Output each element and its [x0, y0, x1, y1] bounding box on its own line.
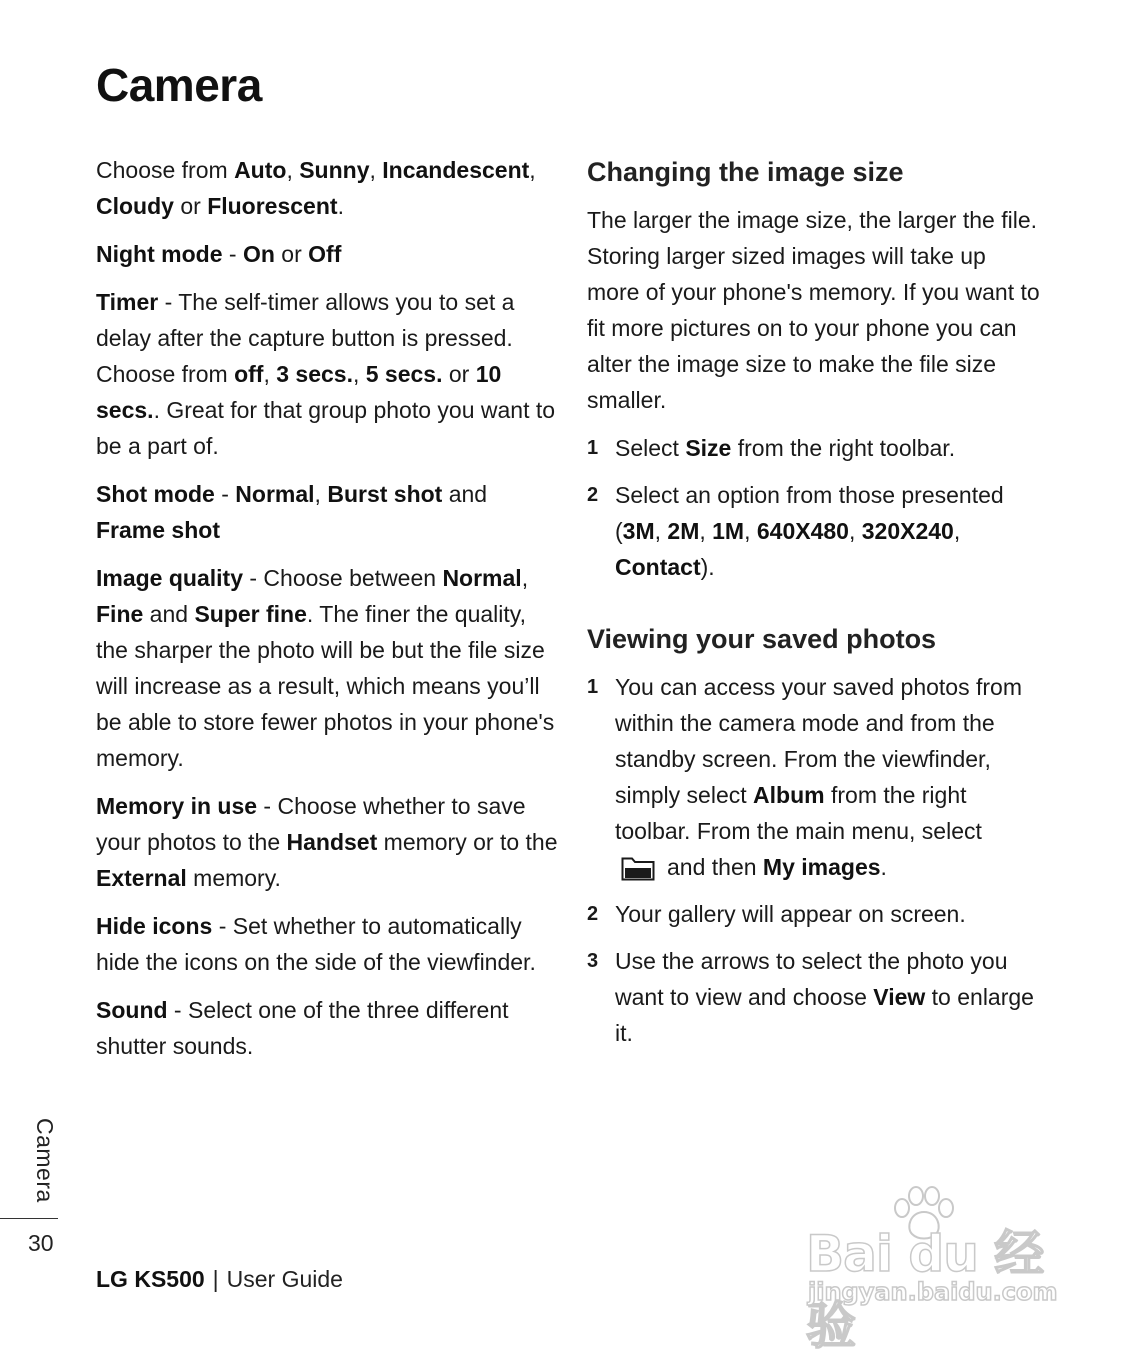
white-balance-options: Choose from Auto, Sunny, Incandescent, Cloudy or Fluorescent.: [96, 157, 536, 219]
page-title: Camera: [96, 59, 262, 111]
night-mode-setting: Night mode - On or Off: [96, 241, 342, 267]
viewing-photos-steps: [587, 669, 1042, 1051]
image-quality-setting: Image quality - Choose between Normal, Fine and Super fine. The finer the quality, the sharper the photo will be but the file size will increase as a result, which means you’ll be able to store fewer photos in your phone's memory.: [96, 565, 555, 771]
folder-icon: [621, 855, 655, 881]
right-column: [587, 152, 1042, 1062]
timer-setting: Timer - The self-timer allows you to set a delay after the capture button is pressed. Choose from off, 3 secs., 5 secs. or 10 secs.. Great for that group photo you want to be a part of.: [96, 289, 556, 459]
list-item: 2 Your gallery will appear on screen.: [587, 901, 966, 927]
list-item: 1 You can access your saved photos from within the camera mode and from the standby screen. From the viewfinder, simply select Album from the right toolbar. From the main menu, select and then My images.: [587, 674, 1022, 880]
left-column: [96, 152, 558, 1076]
side-divider: [0, 1218, 58, 1219]
watermark-url: jingyan.baidu.com: [808, 1278, 1058, 1306]
image-size-intro: The larger the image size, the larger the file. Storing larger sized images will take up more of your phone's memory. If you want to fit more pictures on to your phone you can alter the image size to make the file size smaller.: [587, 207, 1040, 413]
memory-in-use-setting: Memory in use - Choose whether to save your photos to the Handset memory or to the External memory.: [96, 793, 558, 891]
baidu-watermark: [800, 1186, 1070, 1355]
watermark-logo-text: Bai du 经验: [806, 1225, 1044, 1355]
footer-model: LG KS500: [96, 1266, 205, 1292]
shot-mode-setting: Shot mode - Normal, Burst shot and Frame shot: [96, 481, 488, 543]
viewing-photos-heading: Viewing your saved photos: [587, 624, 937, 654]
image-size-heading: Changing the image size: [587, 157, 904, 187]
hide-icons-setting: Hide icons - Set whether to automatically hide the icons on the side of the viewfinder.: [96, 913, 536, 975]
footer-guide: User Guide: [226, 1266, 343, 1292]
footer-separator: |: [212, 1266, 219, 1292]
list-item: 1 Select Size from the right toolbar.: [587, 435, 956, 461]
list-item: 2 Select an option from those presented (3M, 2M, 1M, 640X480, 320X240, Contact).: [587, 482, 1004, 580]
image-size-steps: [587, 430, 1042, 585]
sound-setting: Sound - Select one of the three different shutter sounds.: [96, 997, 509, 1059]
list-item: 3 Use the arrows to select the photo you want to view and choose View to enlarge it.: [587, 948, 1034, 1046]
page-number: 30: [28, 1230, 54, 1256]
side-section-label: Camera: [32, 1118, 58, 1203]
footer: [96, 1266, 343, 1293]
